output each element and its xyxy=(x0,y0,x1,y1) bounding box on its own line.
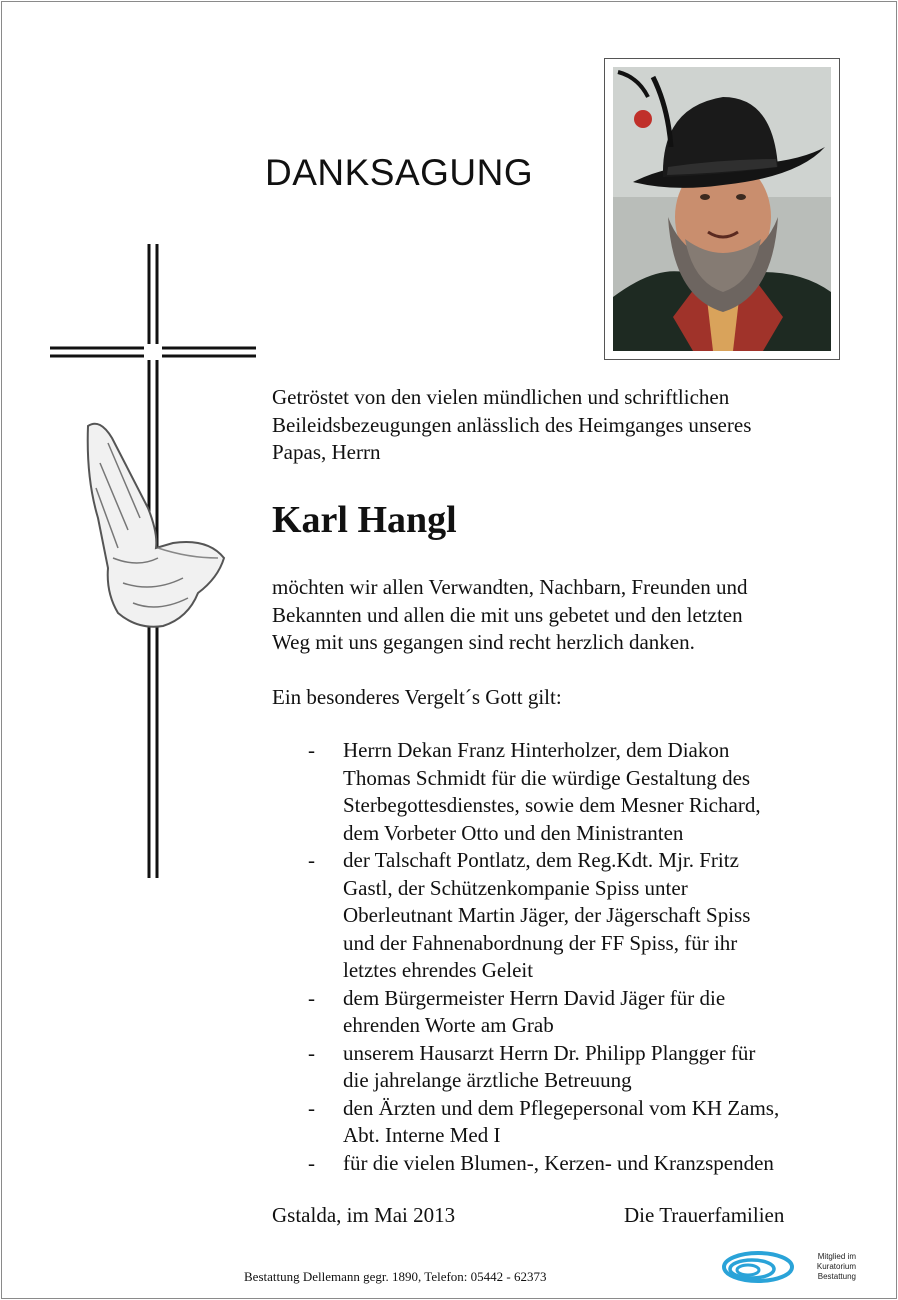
list-dash: - xyxy=(308,738,315,762)
list-dash: - xyxy=(308,848,315,872)
list-item-line: Oberleutnant Martin Jäger, der Jägerschaft Spiss xyxy=(343,903,751,927)
thanks-list xyxy=(308,737,878,1177)
list-item xyxy=(308,847,878,985)
kuratorium-logo xyxy=(722,1247,872,1289)
list-item-line: die jahrelange ärztliche Betreuung xyxy=(343,1068,632,1092)
thanks-line: Bekannten und allen die mit uns gebetet und den letzten xyxy=(272,602,743,627)
list-item-line: letztes ehrendes Geleit xyxy=(343,958,534,982)
list-item-line: unserem Hausarzt Herrn Dr. Philipp Plangger für xyxy=(343,1040,756,1065)
thanks-line: möchten wir allen Verwandten, Nachbarn, Freunden und xyxy=(272,575,748,599)
page-title: DANKSAGUNG xyxy=(265,152,534,193)
list-dash: - xyxy=(308,1040,315,1065)
list-dash: - xyxy=(308,1095,315,1120)
list-item xyxy=(308,985,878,1040)
list-item-line: Sterbegottesdienstes, sowie dem Mesner Richard, xyxy=(343,793,761,817)
list-item-line: dem Vorbeter Otto und den Ministranten xyxy=(343,820,684,845)
list-item xyxy=(308,1150,878,1178)
deceased-name: Karl Hangl xyxy=(272,499,457,541)
list-item-line: Herrn Dekan Franz Hinterholzer, dem Diakon xyxy=(343,738,730,762)
thanks-paragraph xyxy=(272,574,872,657)
intro-line: Beileidsbezeugungen anlässlich des Heimganges unseres xyxy=(272,412,752,437)
logo-line: Kuratorium Bestattung xyxy=(816,1262,856,1281)
logo-line: Mitglied im xyxy=(817,1252,856,1261)
logo-caption xyxy=(784,1252,856,1282)
list-dash: - xyxy=(308,1150,315,1175)
list-item-line: Abt. Interne Med I xyxy=(343,1123,501,1147)
list-item-line: Thomas Schmidt für die würdige Gestaltung des xyxy=(343,765,751,790)
list-item xyxy=(308,1095,878,1150)
list-item-line: dem Bürgermeister Herrn David Jäger für die xyxy=(343,985,726,1010)
intro-line: Papas, Herrn xyxy=(272,440,381,464)
list-item-line: Gastl, der Schützenkompanie Spiss unter xyxy=(343,875,688,900)
thanks-line: Weg mit uns gegangen sind recht herzlich danken. xyxy=(272,630,695,654)
footer-text: Bestattung Dellemann gegr. 1890, Telefon: 05442 - 62373 xyxy=(244,1269,547,1284)
list-item-line: den Ärzten und dem Pflegepersonal vom KH Zams, xyxy=(343,1095,780,1120)
portrait-photo xyxy=(604,58,840,360)
list-item-line: für die vielen Blumen-, Kerzen- und Kranzspenden xyxy=(343,1150,774,1175)
list-item-line: der Talschaft Pontlatz, dem Reg.Kdt. Mjr. Fritz xyxy=(343,848,739,872)
praying-hands-icon xyxy=(78,418,228,630)
signature: Die Trauerfamilien xyxy=(624,1203,785,1227)
list-item-line: und der Fahnenabordnung der FF Spiss, für ihr xyxy=(343,930,738,955)
place-date: Gstalda, im Mai 2013 xyxy=(272,1203,456,1227)
list-item xyxy=(308,1040,878,1095)
special-thanks-heading: Ein besonderes Vergelt´s Gott gilt: xyxy=(272,685,562,709)
intro-paragraph xyxy=(272,384,852,467)
list-item-line: ehrenden Worte am Grab xyxy=(343,1013,554,1037)
list-dash: - xyxy=(308,985,315,1010)
intro-line: Getröstet von den vielen mündlichen und schriftlichen xyxy=(272,385,730,409)
list-item xyxy=(308,737,878,847)
